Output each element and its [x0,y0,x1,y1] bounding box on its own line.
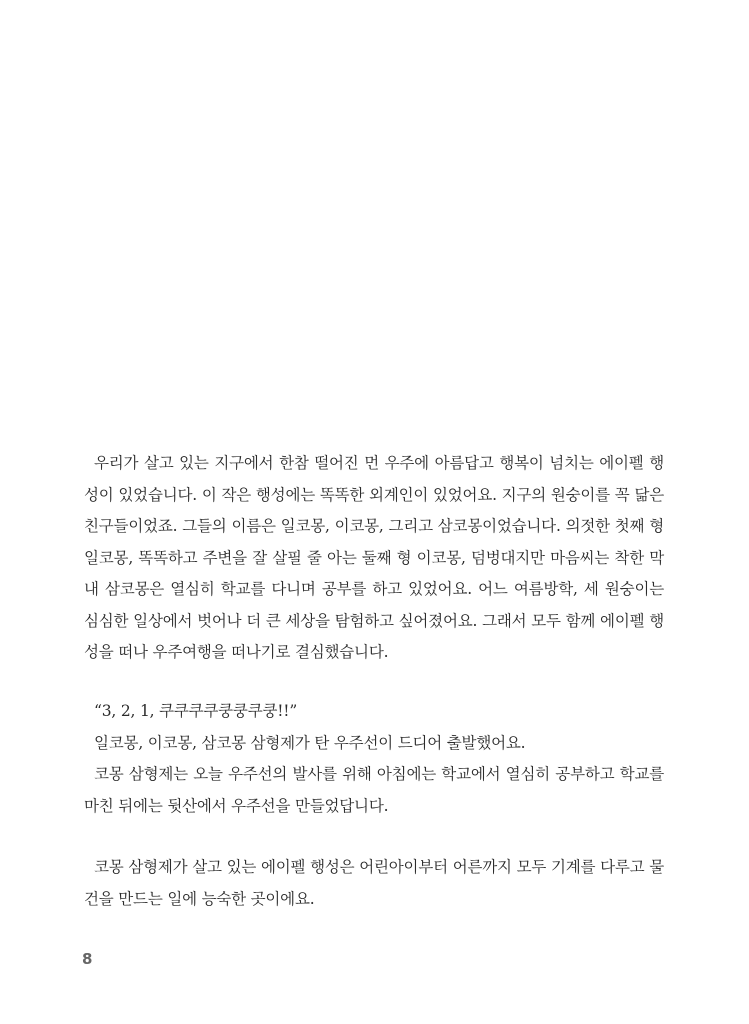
paragraph-countdown: “3, 2, 1, 쿠쿠쿠쿠쿵쿵쿠쿵!!” [94,702,298,720]
story-text-block-1 [84,448,664,669]
page-number: 8 [82,950,93,968]
story-text-block-2 [84,696,664,822]
paragraph: 우리가 살고 있는 지구에서 한참 떨어진 먼 우주에 아름답고 행복이 넘치는 에이펠 행성이 있었습니다. 이 작은 행성에는 똑똑한 외계인이 있었어요. 지구의 원숭이를 꼭 닮은 친구들이었죠. 그들의 이름은 일코몽, 이코몽, 그리고 삼코몽이었습니다. 의젓한 첫째 형 일코몽, 똑똑하고 주변을 잘 살필 줄 아는 둘째 형 이코몽, 덤벙대지만 마음씨는 착한 막내 삼코몽은 열심히 학교를 다니며 공부를 하고 있었어요. 어느 여름방학, 세 원숭이는 심심한 일상에서 벗어나 더 큰 세상을 탐험하고 싶어졌어요. 그래서 모두 함께 에이펠 행성을 떠나 우주여행을 떠나기로 결심했습니다. [84,454,664,661]
paragraph: 코몽 삼형제가 살고 있는 에이펠 행성은 어린아이부터 어른까지 모두 기계를 다루고 물건을 만드는 일에 능숙한 곳이에요. [84,858,664,908]
paragraph: 코몽 삼형제는 오늘 우주선의 발사를 위해 아침에는 학교에서 열심히 공부하고 학교를 마친 뒤에는 뒷산에서 우주선을 만들었답니다. [84,765,664,815]
story-text-block-3 [84,852,664,915]
paragraph: 일코몽, 이코몽, 삼코몽 삼형제가 탄 우주선이 드디어 출발했어요. [94,733,526,752]
